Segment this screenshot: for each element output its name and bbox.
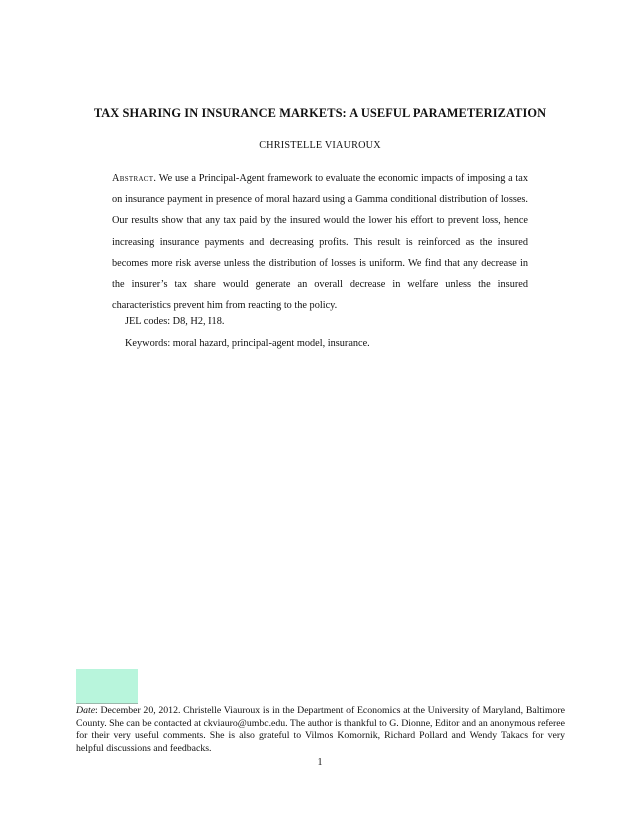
paper-author: CHRISTELLE VIAUROUX xyxy=(259,140,381,151)
abstract-text: We use a Principal-Agent framework to evaluate the economic impacts of imposing a tax on insurance payment in presence of moral hazard using a Gamma conditional distribution of losses. Our results show that any tax paid by the insured would the lower his effort to prevent loss, hence increasing insurance payments and decreasing profits. This result is reinforced as the insured becomes more risk averse unless the distribution of losses is uniform. We find that any decrease in the insurer’s tax share would generate an overall decrease in welfare unless the insured characteristics prevent him from reacting to the policy. xyxy=(112,173,528,312)
footnote-date-label: Date xyxy=(76,705,96,716)
footnote-text: : December 20, 2012. Christelle Viauroux is in the Department of Economics at the University of Maryland, Baltimore County. She can be contacted at ckviauro@umbc.edu. The author is thankful to G. Dionne, Editor and an anonymous referee for their very useful comments. She is also grateful to Vilmos Komornik, Richard Pollard and Wendy Takacs for very helpful discussions and feedbacks. xyxy=(76,705,565,755)
keywords: Keywords: moral hazard, principal-agent model, insurance. xyxy=(125,338,370,349)
jel-codes: JEL codes: D8, H2, I18. xyxy=(125,316,225,327)
page-number: 1 xyxy=(317,757,323,768)
footnote xyxy=(76,705,565,756)
paper-title: TAX SHARING IN INSURANCE MARKETS: A USEFUL PARAMETERIZATION xyxy=(93,106,547,120)
abstract xyxy=(112,168,528,316)
abstract-label: Abstract. xyxy=(112,173,157,184)
footnote-separator-box xyxy=(76,669,138,704)
